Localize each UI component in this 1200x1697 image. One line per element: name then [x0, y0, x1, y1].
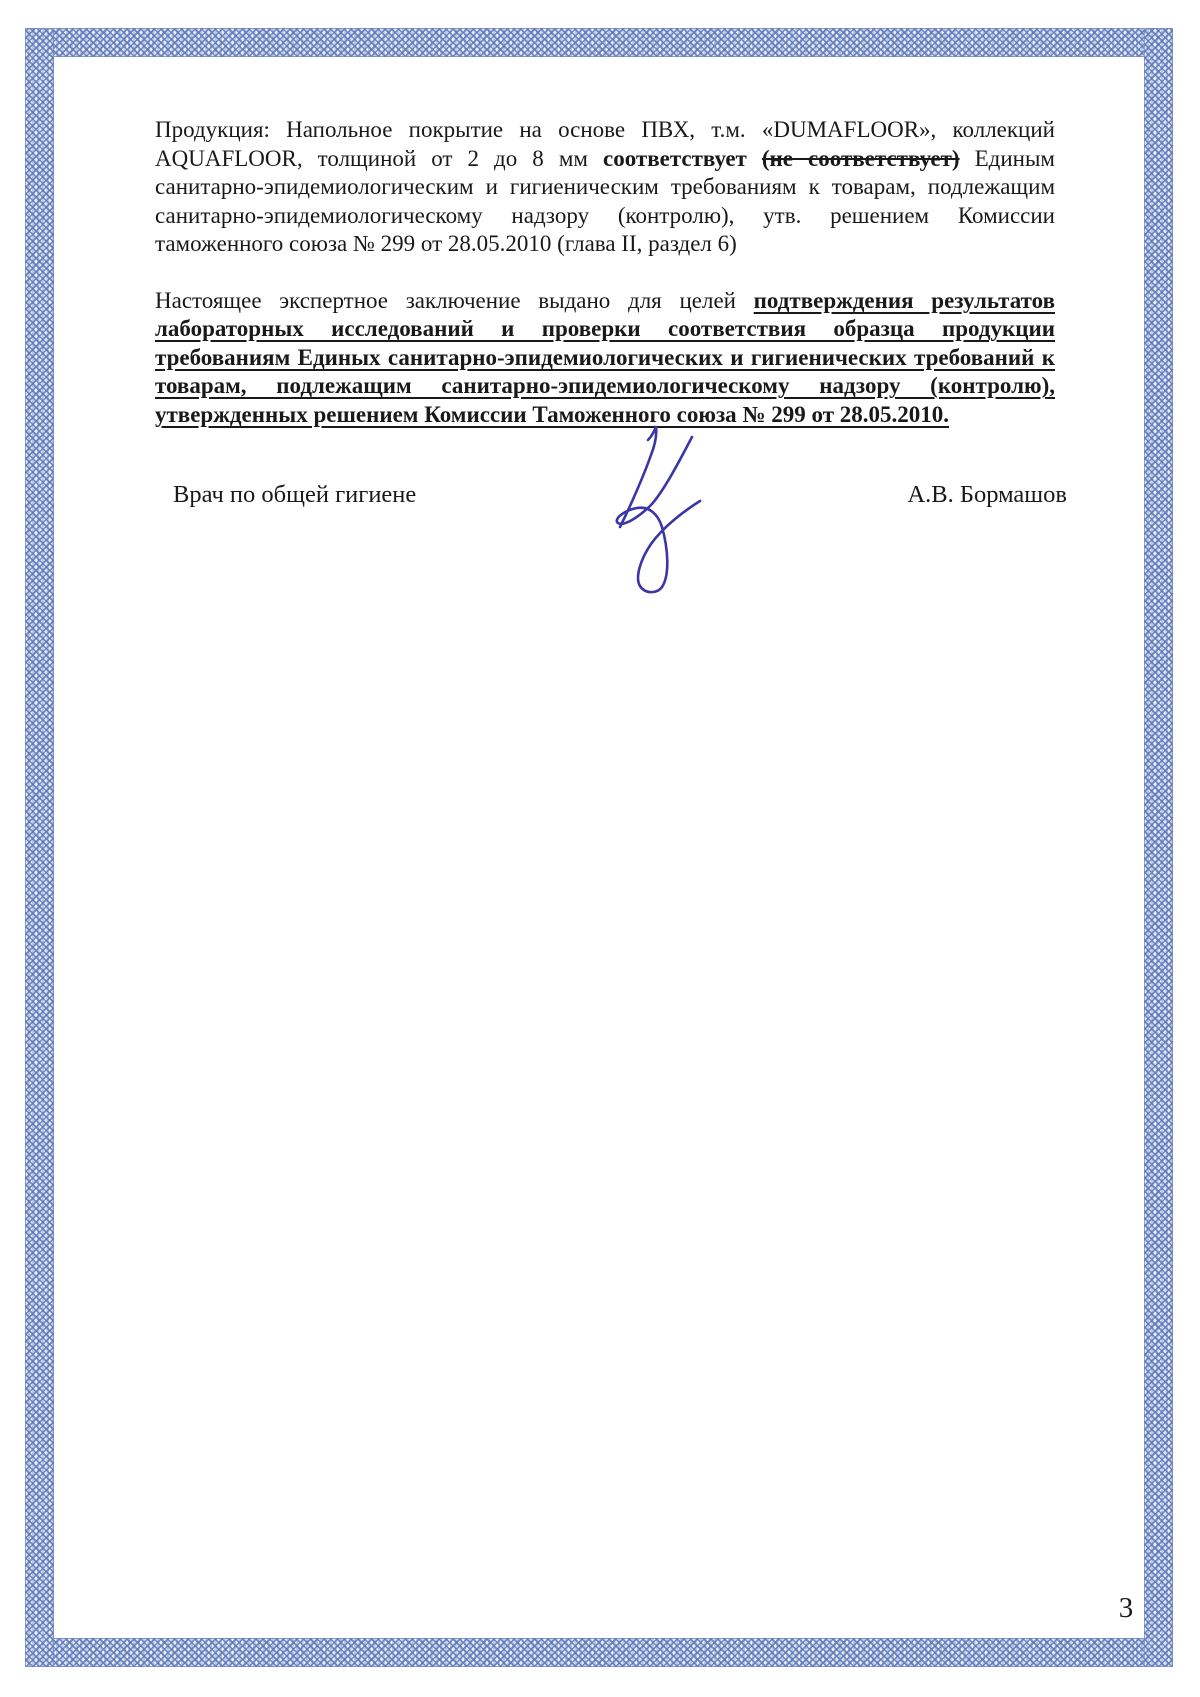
- page-number: 3: [1118, 1592, 1134, 1624]
- product-text-end: Единым санитарно-эпидемиологическим и гигиеническим требованиям к товарам, подлежащим санитарно-эпидемиологическому надзору (контролю), утв. решением Комиссии таможенного союза № 299 от 28.05.2010 (глава II, раздел 6): [155, 145, 1055, 256]
- handwritten-signature-ink: [578, 413, 718, 603]
- purpose-paragraph: [155, 287, 1055, 430]
- product-conformity-paragraph: [155, 116, 1055, 259]
- signer-role-label: Врач по общей гигиене: [173, 481, 417, 508]
- purpose-text-start: Настоящее экспертное заключение выдано для целей: [155, 287, 754, 313]
- decorative-border-right: [1144, 28, 1173, 1667]
- conformity-verdict-bold: соответствует: [602, 145, 762, 171]
- decorative-border-top: [25, 28, 1173, 57]
- signature-stroke-long: [617, 437, 700, 592]
- product-text-start: Продукция: Напольное покрытие на основе ПВХ, т.м. «DUMAFLOOR», коллекций AQUAFLOOR, толщиной от 2 до 8 мм: [155, 117, 1055, 171]
- signer-name: А.В. Бормашов: [907, 481, 1067, 508]
- purpose-emphasis-underlined: подтверждения результатов лабораторных исследований и проверки соответствия образца продукции требованиям Единых санитарно-эпидемиологических и гигиенических требований к товарам, подлежащим санитарно-эпидемиологическому надзору (контролю), утвержденных решением Комиссии Таможенного союза № 299 от 28.05.2010.: [155, 287, 1055, 427]
- decorative-border-bottom: [25, 1638, 1173, 1667]
- document-body: [155, 116, 1055, 429]
- conformity-verdict-struck: (не соответствует): [761, 145, 960, 171]
- decorative-border-left: [25, 28, 54, 1667]
